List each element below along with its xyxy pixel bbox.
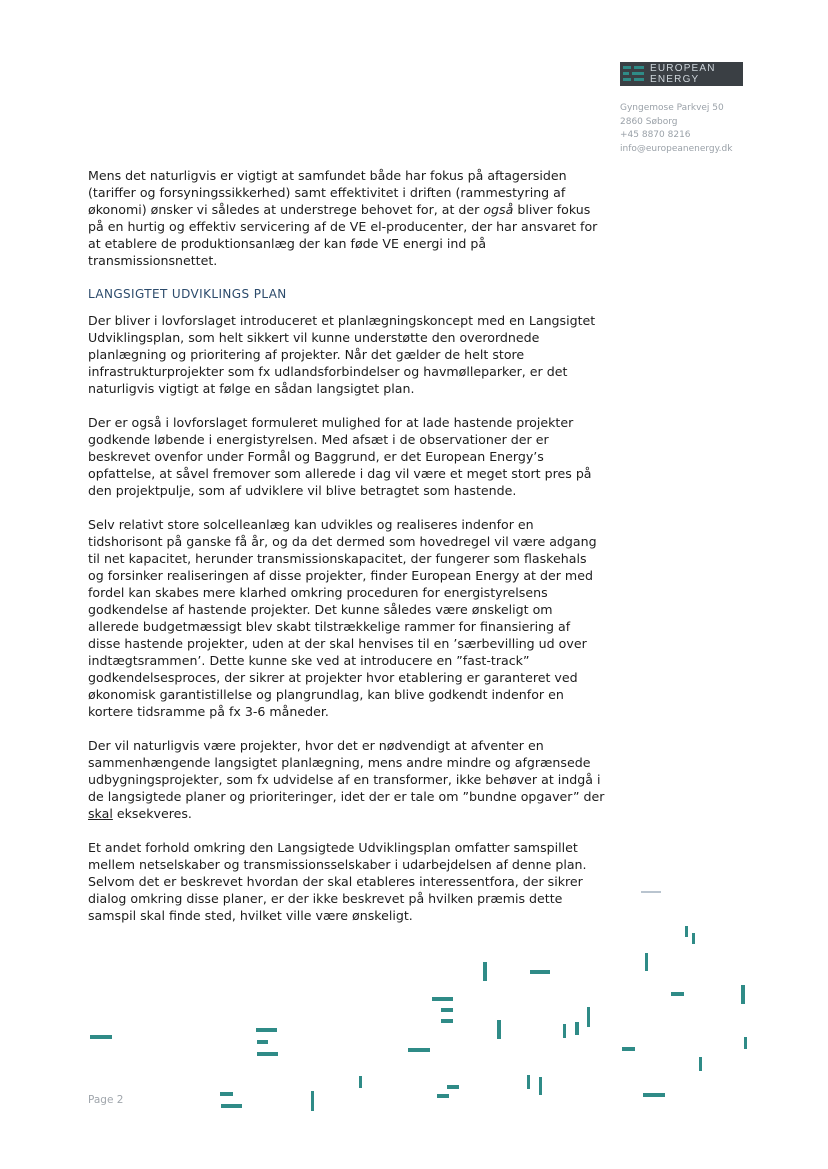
text-line: Et andet forhold omkring den Langsigtede Udviklingsplan omfatter samspillet	[88, 840, 578, 855]
text-line: kortere tidsramme på fx 3-6 måneder.	[88, 704, 329, 719]
page-number: Page 2	[88, 1094, 124, 1106]
text-line: indtægtsrammen’. Dette kunne ske ved at introducere en ”fast-track”	[88, 653, 530, 668]
underlined-word: skal	[88, 806, 113, 821]
text-run: eksekveres.	[112, 806, 192, 821]
section-heading: LANGSIGTET UDVIKLINGS PLAN	[88, 287, 287, 301]
text-line: naturligvis vigtigt at følge en sådan langsigtet plan.	[88, 381, 415, 396]
text-line: godkendelsesproces, der sikrer at projekter hvor etablering er garanteret ved	[88, 670, 578, 685]
text-line: tidshorisont på ganske få år, og da det dermed som hovedregel vil være adgang	[88, 534, 597, 549]
text-line: dialog omkring disse planer, er der ikke beskrevet på hvilken præmis dette	[88, 891, 563, 906]
text-line: økonomisk garantistillelse og plangrundlag, kan blive godkendt indenfor en	[88, 687, 564, 702]
emphasis-word: også	[483, 202, 514, 217]
text-line: Selvom det er beskrevet hvordan der skal etableres interessentfora, der sikrer	[88, 874, 583, 889]
logo-mark-icon	[623, 65, 645, 83]
text-line: infrastrukturprojekter som fx udlandsforbindelser og havmølleparker, er det	[88, 364, 568, 379]
text-line: at etablere de produktionsanlæg der kan føde VE energi ind på	[88, 236, 487, 251]
address-street: Gyngemose Parkvej 50	[620, 103, 724, 113]
text-line: allerede budgetmæssigt blev skabt tilstrækkelige rammer for finansiering af	[88, 619, 571, 634]
text-line: den projektpulje, som af udviklere vil blive betragtet som hastende.	[88, 483, 517, 498]
company-logo	[620, 62, 743, 86]
paragraph-4	[88, 516, 603, 720]
text-line: Der vil naturligvis være projekter, hvor det er nødvendigt at afventer en	[88, 738, 544, 753]
text-line: disse hastende projekter, uden at der skal henvises til en ’særbevilling ud over	[88, 636, 587, 651]
paragraph-5	[88, 737, 603, 822]
text-line: og forsinker realiseringen af disse projekter, finder European Energy at der med	[88, 568, 593, 583]
text-line: Mens det naturligvis er vigtigt at samfundet både har fokus på aftagersiden	[88, 168, 567, 183]
text-run: økonomi) ønsker vi således at understrege behovet for, at der	[88, 202, 484, 217]
text-line: Der er også i lovforslaget formuleret mulighed for at lade hastende projekter	[88, 415, 574, 430]
text-line: (tariffer og forsyningssikkerhed) samt effektivitet i driften (rammestyring af	[88, 185, 566, 200]
text-line: beskrevet ovenfor under Formål og Baggrund, er det European Energy’s	[88, 449, 544, 464]
text-line: på en hurtig og effektiv servicering af de VE el-producenter, der har ansvaret for	[88, 219, 598, 234]
logo-line-2: ENERGY	[650, 74, 700, 85]
address-email: info@europeanenergy.dk	[620, 143, 733, 154]
text-line: mellem netselskaber og transmissionsselskaber i udarbejdelsen af denne plan.	[88, 857, 587, 872]
paragraph-2	[88, 312, 603, 397]
paragraph-1	[88, 167, 603, 269]
document-body	[88, 167, 603, 941]
text-line: godkende løbende i energistyrelsen. Med afsæt i de observationer der er	[88, 432, 549, 447]
text-line: til net kapacitet, herunder transmissionskapacitet, der fungerer som flaskehals	[88, 551, 587, 566]
text-line: Udviklingsplan, som helt sikkert vil kunne understøtte den overordnede	[88, 330, 540, 345]
company-address	[620, 102, 732, 156]
text-line: udbygningsprojekter, som fx udvidelse af en transformer, ikke behøver at indgå i	[88, 772, 601, 787]
text-line: Der bliver i lovforslaget introduceret et planlægningskoncept med en Langsigtet	[88, 313, 596, 328]
text-run: bliver fokus	[513, 202, 591, 217]
text-line: transmissionsnettet.	[88, 253, 218, 268]
text-line: fordel kan skabes mere klarhed omkring proceduren for energistyrelsens	[88, 585, 548, 600]
text-line	[88, 805, 603, 822]
text-line: samspil skal finde sted, hvilket ville være ønskeligt.	[88, 908, 413, 923]
logo-wordmark	[650, 63, 742, 85]
text-line: godkendelse af hastende projekter. Det kunne således være ønskeligt om	[88, 602, 553, 617]
address-phone: +45 8870 8216	[620, 130, 691, 140]
text-line: planlægning og prioritering af projekter. Når det gælder de helt store	[88, 347, 525, 362]
text-line	[88, 201, 603, 218]
logo-line-1: EUROPEAN	[650, 63, 716, 74]
text-line: sammenhængende langsigtet planlægning, mens andre mindre og afgrænsede	[88, 755, 591, 770]
paragraph-6	[88, 839, 603, 924]
text-line: de langsigtede planer og prioriteringer, idet der er tale om ”bundne opgaver” der	[88, 789, 605, 804]
address-city: 2860 Søborg	[620, 116, 678, 127]
paragraph-3	[88, 414, 603, 499]
text-line: Selv relativt store solcelleanlæg kan udvikles og realiseres indenfor en	[88, 517, 534, 532]
text-line: opfattelse, at såvel fremover som allerede i dag vil være et meget stort pres på	[88, 466, 592, 481]
